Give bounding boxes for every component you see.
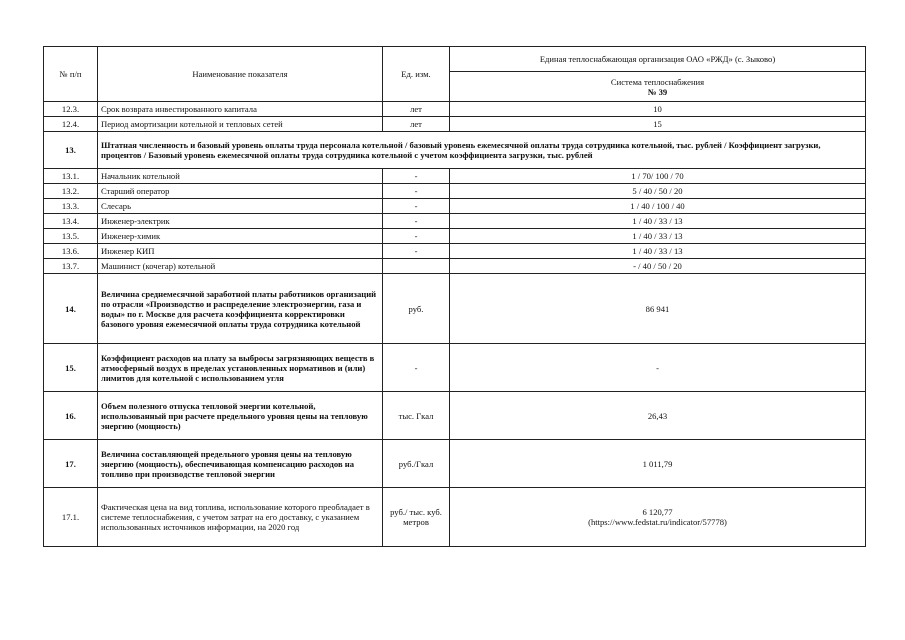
row-value	[450, 229, 866, 244]
row-number: 13.5.	[44, 229, 98, 244]
row-unit	[383, 259, 450, 274]
tariff-table	[43, 46, 866, 547]
row-name: Фактическая цена на вид топлива, использование которого преобладает в системе теплоснабжения, с учетом затрат на его доставку, с указанием использованных источников информации, на 2020 год	[98, 488, 383, 547]
row-value	[450, 344, 866, 392]
row-unit: тыс. Гкал	[383, 392, 450, 440]
org-header: Единая теплоснабжающая организация ОАО «РЖД» (с. Зыково)	[450, 47, 866, 72]
row-value	[450, 244, 866, 259]
row-value	[450, 488, 866, 547]
row-number: 15.	[44, 344, 98, 392]
table-row	[44, 117, 866, 132]
row-value-text: 10	[653, 104, 662, 114]
row-unit: -	[383, 244, 450, 259]
header-row	[44, 47, 866, 72]
row-name: Инженер-электрик	[98, 214, 383, 229]
row-name: Инженер КИП	[98, 244, 383, 259]
table-row	[44, 199, 866, 214]
table-row	[44, 102, 866, 117]
row-name: Срок возврата инвестированного капитала	[98, 102, 383, 117]
row-number: 13.6.	[44, 244, 98, 259]
row-value	[450, 214, 866, 229]
row-unit: руб./ тыс. куб. метров	[383, 488, 450, 547]
row-value	[450, 102, 866, 117]
row-unit: -	[383, 199, 450, 214]
row-value	[450, 199, 866, 214]
table-row	[44, 274, 866, 344]
row-value-source: (https://www.fedstat.ru/indicator/57778)	[588, 517, 727, 527]
row-name: Слесарь	[98, 199, 383, 214]
row-value	[450, 440, 866, 488]
row-number: 13.3.	[44, 199, 98, 214]
table-row	[44, 244, 866, 259]
system-label: Система теплоснабжения	[610, 76, 705, 87]
row-unit: лет	[383, 117, 450, 132]
row-value-text: 1 / 40 / 33 / 13	[632, 231, 683, 241]
row-name: Период амортизации котельной и тепловых сетей	[98, 117, 383, 132]
system-header	[450, 72, 866, 102]
table-row	[44, 132, 866, 169]
table-row	[44, 488, 866, 547]
row-number: 13.2.	[44, 184, 98, 199]
row-value	[450, 392, 866, 440]
row-unit: -	[383, 214, 450, 229]
row-number: 13.	[44, 132, 98, 169]
row-unit: -	[383, 169, 450, 184]
row-name: Коэффициент расходов на плату за выбросы загрязняющих веществ в атмосферный воздух в пределах установленных нормативов и (или) лимитов для котельной с использованием угля	[98, 344, 383, 392]
row-value	[450, 259, 866, 274]
row-value	[450, 117, 866, 132]
row-unit: руб./Гкал	[383, 440, 450, 488]
table-row	[44, 392, 866, 440]
row-value-text: 6 120,77	[642, 507, 673, 517]
row-value	[450, 274, 866, 344]
row-value-text: 1 011,79	[642, 458, 673, 469]
row-value-text: 15	[653, 119, 662, 129]
row-value	[450, 184, 866, 199]
row-number: 17.1.	[44, 488, 98, 547]
row-value-text: 1 / 40 / 33 / 13	[632, 246, 683, 256]
row-number: 13.1.	[44, 169, 98, 184]
col-num-header: № п/п	[44, 47, 98, 102]
row-value-text: 1 / 40 / 33 / 13	[632, 216, 683, 226]
table-row	[44, 169, 866, 184]
row-number: 13.7.	[44, 259, 98, 274]
table-row	[44, 259, 866, 274]
row-value	[450, 169, 866, 184]
system-number: № 39	[647, 86, 668, 97]
row-value-text: 26,43	[647, 410, 668, 421]
row-value-text: -	[656, 362, 659, 373]
table-row	[44, 344, 866, 392]
table-row	[44, 184, 866, 199]
row-value-text: 1 / 70/ 100 / 70	[631, 171, 684, 181]
row-number: 12.4.	[44, 117, 98, 132]
row-number: 12.3.	[44, 102, 98, 117]
row-name: Величина составляющей предельного уровня цены на тепловую энергию (мощность), обеспечивающая компенсацию расходов на топливо при производстве тепловой энергии	[98, 440, 383, 488]
row-unit: лет	[383, 102, 450, 117]
table-row	[44, 229, 866, 244]
table-row	[44, 214, 866, 229]
row-value-text: 5 / 40 / 50 / 20	[632, 186, 683, 196]
row-name: Объем полезного отпуска тепловой энергии котельной, использованный при расчете предельного уровня цены на тепловую энергию (мощность)	[98, 392, 383, 440]
row-unit: -	[383, 344, 450, 392]
section-title: Штатная численность и базовый уровень оплаты труда персонала котельной / базовый уровень ежемесячной оплаты труда сотрудника котельной, тыс. рублей / Коэффициент загрузки, процентов / Базовый уровень ежемесячной оплаты труда сотрудника котельной с учетом коэффициента загрузки, тыс. рублей	[98, 132, 866, 169]
row-number: 14.	[44, 274, 98, 344]
row-value-text: 1 / 40 / 100 / 40	[630, 201, 685, 211]
row-value-text: - / 40 / 50 / 20	[633, 261, 682, 271]
row-name: Начальник котельной	[98, 169, 383, 184]
row-name: Машинист (кочегар) котельной	[98, 259, 383, 274]
col-unit-header: Ед. изм.	[383, 47, 450, 102]
row-name: Старший оператор	[98, 184, 383, 199]
col-name-header: Наименование показателя	[98, 47, 383, 102]
row-number: 13.4.	[44, 214, 98, 229]
row-unit: руб.	[383, 274, 450, 344]
row-name: Инженер-химик	[98, 229, 383, 244]
row-number: 17.	[44, 440, 98, 488]
row-unit: -	[383, 184, 450, 199]
row-name: Величина среднемесячной заработной платы работников организаций по отрасли «Производство и распределение электроэнергии, газа и воды» по г. Москве для расчета коэффициента корректировки базового уровня ежемесячной оплаты труда сотрудника котельной	[98, 274, 383, 344]
row-unit: -	[383, 229, 450, 244]
table-row	[44, 440, 866, 488]
row-number: 16.	[44, 392, 98, 440]
row-value-text: 86 941	[645, 303, 670, 314]
